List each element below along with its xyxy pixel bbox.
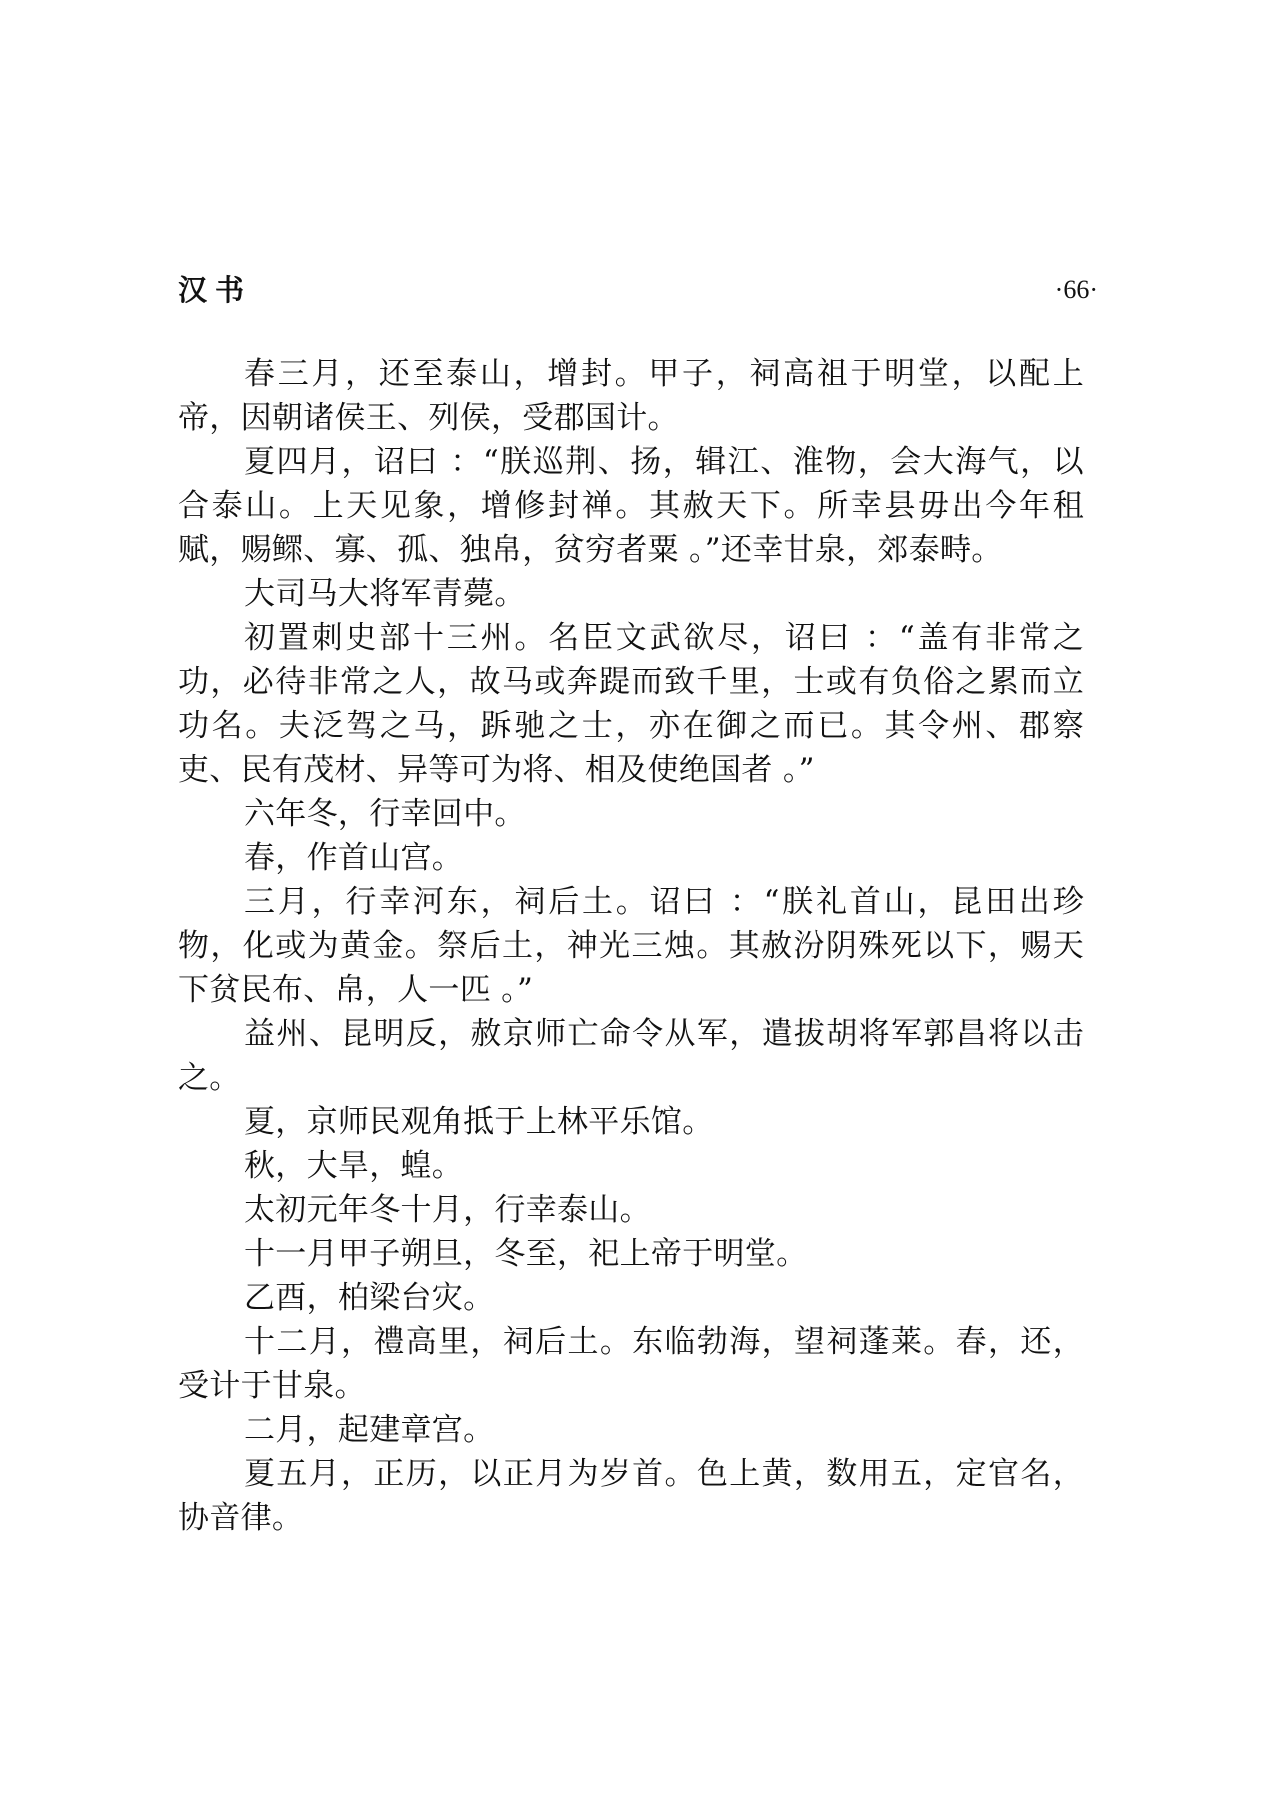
paragraph: 三月，行幸河东，祠后土。诏曰 ：“朕礼首山，昆田出珍物，化或为黄金。祭后土，神光三烛。其赦汾阴殊死以下，赐天下贫民布、帛，人一匹 。” (178, 884, 1084, 1008)
paragraph: 春三月，还至泰山，增封。甲子，祠高祖于明堂，以配上帝，因朝诸侯王、列侯，受郡国计。 (178, 356, 1084, 436)
paragraph: 十二月，禮高里，祠后土。东临勃海，望祠蓬莱。春，还，受计于甘泉。 (178, 1324, 1084, 1404)
paragraph: 益州、昆明反，赦京师亡命令从军，遣拔胡将军郭昌将以击之。 (178, 1016, 1084, 1096)
paragraph: 乙酉，柏梁台灾。 (244, 1280, 495, 1316)
paragraph: 二月，起建章宫。 (244, 1412, 495, 1448)
paragraph: 夏五月，正历，以正月为岁首。色上黄，数用五，定官名，协音律。 (178, 1456, 1084, 1536)
paragraph: 夏，京师民观角抵于上林平乐馆。 (244, 1104, 714, 1140)
paragraph: 太初元年冬十月，行幸泰山。 (244, 1192, 651, 1228)
paragraph: 秋，大旱，蝗。 (244, 1148, 464, 1184)
page-number: ·66· (1054, 275, 1098, 304)
paragraph: 春，作首山宫。 (244, 840, 464, 876)
paragraph: 初置刺史部十三州。名臣文武欲尽，诏曰 ：“盖有非常之功，必待非常之人，故马或奔踶而致千里，士或有负俗之累而立功名。夫泛驾之马，跅驰之士，亦在御之而已。其令州、郡察吏、民有茂材、异等可为将、相及使绝国者 。” (178, 620, 1084, 788)
body-text (178, 352, 1084, 1540)
book-title: 汉书 (178, 273, 253, 307)
paragraph: 夏四月，诏曰 ：“朕巡荆、扬，辑江、淮物，会大海气，以合泰山。上天见象，增修封禅。其赦天下。所幸县毋出今年租赋，赐鳏、寡、孤、独帛，贫穷者粟 。”还幸甘泉，郊泰畤。 (178, 444, 1084, 568)
paragraph: 大司马大将军青薨。 (244, 576, 526, 612)
paragraph: 十一月甲子朔旦，冬至，祀上帝于明堂。 (244, 1236, 808, 1272)
paragraph: 六年冬，行幸回中。 (244, 796, 526, 832)
page-header (178, 268, 1098, 312)
